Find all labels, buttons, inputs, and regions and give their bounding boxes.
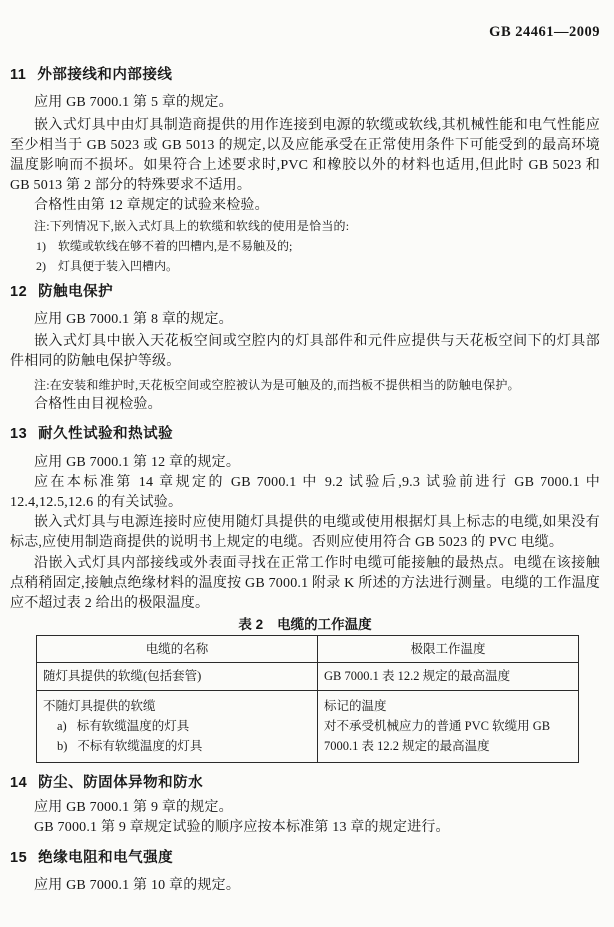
cable-temperature-table — [36, 635, 579, 763]
cell-item-marker: b) — [57, 739, 68, 753]
section-title: 耐久性试验和热试验 — [38, 426, 174, 442]
paragraph: GB 7000.1 第 9 章规定试验的顺序应按本标准第 13 章的规定进行。 — [34, 820, 450, 835]
cell-line: 对不承受机械应力的普通 PVC 软缆用 GB 7000.1 表 12.2 规定的最高温度 — [324, 719, 551, 753]
cell-line: 标记的温度 — [324, 699, 387, 713]
cell-item-text: 不标有软缆温度的灯具 — [77, 739, 203, 753]
note: 注:在安装和维护时,天花板空间或空腔被认为是可触及的,而挡板不提供相当的防触电保护。 — [34, 378, 520, 392]
section-heading-12 — [10, 282, 600, 302]
cell-list-item — [57, 736, 309, 756]
section-heading-11 — [10, 65, 600, 85]
section-number: 13 — [10, 426, 28, 442]
table-caption — [10, 615, 600, 635]
paragraph: 沿嵌入式灯具内部接线或外表面寻找在正常工作时电缆可能接触的最热点。电缆在该接触点稍稍固定,接触点绝缘材料的温度按 GB 7000.1 附录 K 所述的方法进行测量。电缆的工作温度应不超过表 2 给出的极限温度。 — [10, 556, 600, 611]
table-header-limit-temp: 极限工作温度 — [318, 636, 579, 663]
section-title: 防尘、防固体异物和防水 — [38, 775, 204, 791]
section-heading-13 — [10, 424, 600, 444]
cell-line: 不随灯具提供的软缆 — [43, 699, 156, 713]
paragraph: 应用 GB 7000.1 第 5 章的规定。 — [34, 95, 233, 110]
table-caption-label: 表 2 — [238, 617, 264, 632]
section-heading-14 — [10, 773, 600, 793]
cell-item-text: 标有软缆温度的灯具 — [76, 719, 190, 733]
table-cell-cable-name — [37, 691, 318, 763]
table-header-row — [37, 636, 579, 663]
paragraph: 应用 GB 7000.1 第 12 章的规定。 — [34, 455, 241, 470]
cell-list-item — [57, 716, 309, 736]
paragraph: 合格性由目视检验。 — [34, 397, 162, 412]
note-item-text: 灯具便于装入凹槽内。 — [58, 259, 179, 273]
section-number: 15 — [10, 850, 28, 866]
table-caption-text: 电缆的工作温度 — [277, 617, 372, 632]
table-row — [37, 663, 579, 691]
section-number: 11 — [10, 67, 27, 83]
table-cell-limit-temp: GB 7000.1 表 12.2 规定的最高温度 — [318, 663, 579, 691]
section-number: 14 — [10, 775, 28, 791]
standard-number: GB 24461—2009 — [489, 24, 600, 40]
table-row — [37, 691, 579, 763]
note-item — [36, 236, 600, 256]
note-item-text: 软缆或软线在够不着的凹槽内,是不易触及的; — [58, 239, 293, 253]
paragraph: 嵌入式灯具中嵌入天花板空间或空腔内的灯具部件和元件应提供与天花板空间下的灯具部件相同的防触电保护等级。 — [10, 334, 600, 369]
table-header-cable-name: 电缆的名称 — [37, 636, 318, 663]
section-title: 绝缘电阻和电气强度 — [38, 850, 174, 866]
note-item-marker: 1) — [36, 239, 46, 253]
note-item — [36, 256, 600, 276]
section-heading-15 — [10, 848, 600, 868]
paragraph: 应用 GB 7000.1 第 10 章的规定。 — [34, 878, 241, 893]
cell-item-marker: a) — [57, 719, 67, 733]
paragraph: 应在本标准第 14 章规定的 GB 7000.1 中 9.2 试验后,9.3 试验前进行 GB 7000.1 中 12.4,12.5,12.6 的有关试验。 — [10, 475, 600, 510]
paragraph: 嵌入式灯具中由灯具制造商提供的用作连接到电源的软缆或软线,其机械性能和电气性能应至少相当于 GB 5023 或 GB 5013 的规定,以及应能承受在正常使用条件下可能受到的最高环境温度影响而不损坏。如果符合上述要求时,PVC 和橡胶以外的材料也适用,但此时 GB 5023 和 GB 5013 第 2 部分的特殊要求不适用。 — [10, 118, 600, 193]
paragraph: 应用 GB 7000.1 第 9 章的规定。 — [34, 800, 233, 815]
paragraph: 应用 GB 7000.1 第 8 章的规定。 — [34, 312, 233, 327]
paragraph: 嵌入式灯具与电源连接时应使用随灯具提供的电缆或使用根据灯具上标志的电缆,如果没有标志,应使用制造商提供的说明书上规定的电缆。否则应使用符合 GB 5023 的 PVC 电缆。 — [10, 515, 600, 550]
table-cell-cable-name: 随灯具提供的软缆(包括套管) — [37, 663, 318, 691]
section-title: 外部接线和内部接线 — [37, 67, 173, 83]
section-title: 防触电保护 — [38, 284, 114, 300]
table-cell-limit-temp — [318, 691, 579, 763]
note-item-marker: 2) — [36, 259, 46, 273]
section-number: 12 — [10, 284, 28, 300]
note: 注:下列情况下,嵌入式灯具上的软缆和软线的使用是恰当的: — [34, 219, 350, 233]
paragraph: 合格性由第 12 章规定的试验来检验。 — [34, 198, 269, 213]
